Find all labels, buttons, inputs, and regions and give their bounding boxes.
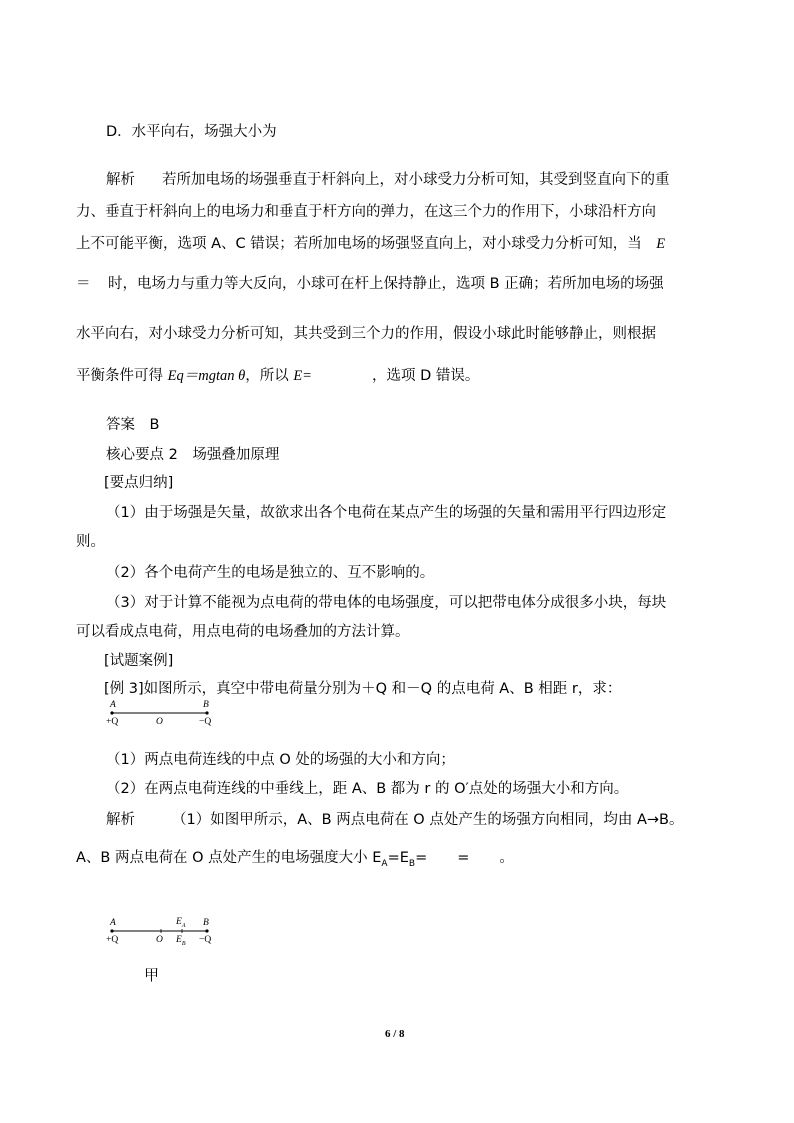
page-number: 6 / 8 [385, 1028, 405, 1040]
figure-2-label-a: A [110, 918, 116, 928]
figure-2-label-b: B [203, 918, 209, 928]
example-3: [例 3]如图所示，真空中带电荷量分别为＋Q 和－Q 的点电荷 A、B 相距 r，求： [104, 681, 622, 697]
core-point-heading: 核心要点 2 场强叠加原理 [106, 447, 280, 463]
analysis-line-5: 水平向右，对小球受力分析可知，其共受到三个力的作用，假设小球此时能够静止，则根据 [76, 326, 656, 342]
analysis-label: 解析 [106, 172, 135, 188]
analysis-line-2: 力、垂直于杆斜向上的电场力和垂直于杆方向的弹力，在这三个力的作用下，小球沿杆方向 [76, 204, 656, 220]
analysis-line-3: 上不可能平衡，选项 A、C 错误；若所加电场的场强竖直向上，对小球受力分析可知，当 E [76, 236, 666, 252]
analysis-2-line-1: （1）如图甲所示，A、B 两点电荷在 O 点处产生的场强方向相同，均由 A→B。 [172, 812, 684, 828]
analysis-line-1: 若所加电场的场强垂直于杆斜向上，对小球受力分析可知，其受到竖直向下的重 [162, 172, 670, 188]
figure-2-label-o: O [156, 935, 163, 945]
figure-2-label-ea: $E_A$ [176, 917, 186, 929]
question-1: （1）两点电荷连线的中点 O 处的场强的大小和方向； [106, 752, 455, 768]
summary-heading: [要点归纳] [104, 475, 174, 491]
analysis-line-4-eq: ＝ [76, 276, 91, 292]
figure-2-caption: 甲 [144, 966, 160, 984]
figure-1-label-plus-q: +Q [106, 717, 119, 727]
point-3-line-2: 可以看成点电荷，用点电荷的电场叠加的方法计算。 [76, 624, 410, 640]
figure-1-label-b: B [203, 700, 209, 710]
analysis-2-line-2: A、B 两点电荷在 O 点处产生的电场强度大小 $E_A=E_B=$ = 。 [76, 850, 514, 869]
analysis-line-6: 平衡条件可得 Eq＝mgtan θ，所以 E= ，选项 D 错误。 [76, 368, 480, 384]
analysis-line-4: 时，电场力与重力等大反向，小球可在杆上保持静止，选项 B 正确；若所加电场的场强 [108, 276, 664, 292]
figure-2 [104, 916, 224, 952]
point-3-line-1: （3）对于计算不能视为点电荷的带电体的电场强度，可以把带电体分成很多小块，每块 [106, 595, 667, 611]
figure-1-label-o: O [156, 717, 163, 727]
figure-2-label-eb: $E_B$ [176, 935, 186, 947]
point-1-line-1: （1）由于场强是矢量，故欲求出各个电荷在某点产生的场强的矢量和需用平行四边形定 [106, 505, 667, 521]
option-d: D．水平向右，场强大小为 [106, 124, 277, 140]
analysis-2-label: 解析 [106, 812, 135, 828]
figure-1 [104, 700, 224, 734]
question-2: （2）在两点电荷连线的中垂线上，距 A、B 都为 r 的 O′点处的场强大小和方向。 [106, 781, 629, 797]
figure-1-label-minus-q: −Q [199, 717, 212, 727]
answer: 答案 B [106, 417, 160, 433]
case-heading: [试题案例] [104, 653, 174, 669]
figure-2-label-plus-q: +Q [106, 935, 119, 945]
point-1-line-2: 则。 [76, 534, 105, 550]
point-2: （2）各个电荷产生的电场是独立的、互不影响的。 [106, 565, 435, 581]
figure-2-label-minus-q: −Q [199, 935, 212, 945]
figure-1-label-a: A [110, 700, 116, 710]
